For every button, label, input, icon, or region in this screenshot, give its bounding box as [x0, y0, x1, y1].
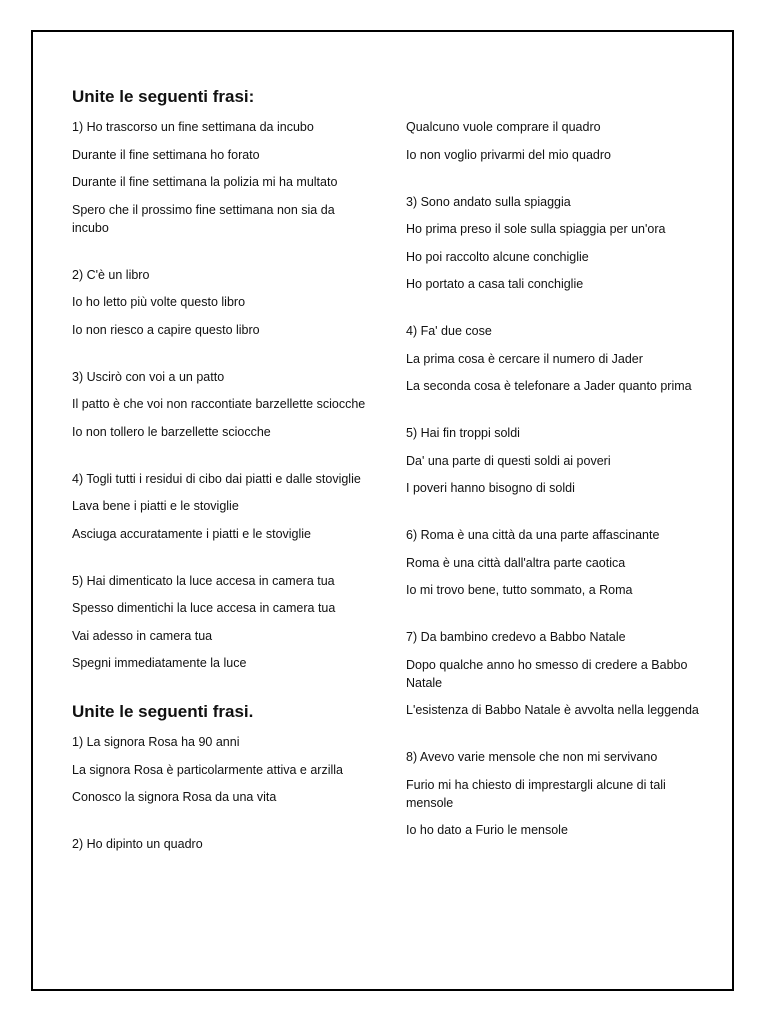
exercise-b2-continued [406, 118, 706, 164]
exercise-line: Io ho dato a Furio le mensole [406, 823, 568, 837]
exercise-line: 7) Da bambino credevo a Babbo Natale [406, 630, 626, 644]
exercise-b1 [72, 733, 372, 806]
exercise-4 [72, 470, 372, 543]
exercise-line: 1) Ho trascorso un fine settimana da incubo [72, 120, 314, 134]
exercise-line: Asciuga accuratamente i piatti e le stoviglie [72, 526, 312, 541]
exercise-b3 [406, 193, 706, 294]
exercise-line: Io ho letto più volte questo libro [72, 295, 246, 309]
exercise-line: Ho portato a casa tali conchiglie [406, 277, 584, 291]
exercise-line: La seconda cosa è telefonare a Jader quanto prima [406, 379, 692, 393]
exercise-line: Lava bene i piatti e le stoviglie [72, 499, 239, 513]
exercise-line: Spegni immediatamente la luce [72, 656, 247, 670]
exercise-line: Spesso dimentichi la luce accesa in camera tua [72, 601, 336, 615]
exercise-line: Dopo qualche anno ho smesso di credere a Babbo Natale [406, 657, 688, 690]
exercise-line: Durante il fine settimana ho forato [72, 147, 260, 162]
exercise-line: Roma è una città dall'altra parte caotica [406, 555, 626, 570]
exercise-line: 4) Fa' due cose [406, 324, 492, 338]
exercise-line: 4) Togli tutti i residui di cibo dai piatti e dalle stoviglie [72, 471, 361, 486]
exercise-line: Io non voglio privarmi del mio quadro [406, 147, 611, 162]
exercise-2 [72, 266, 372, 339]
exercise-line: Spero che il prossimo fine settimana non sia da incubo [72, 202, 335, 235]
left-column [72, 86, 372, 853]
exercise-line: I poveri hanno bisogno di soldi [406, 481, 575, 495]
exercise-line: Io non tollero le barzellette sciocche [72, 424, 271, 439]
exercise-line: L'esistenza di Babbo Natale è avvolta nella leggenda [406, 703, 699, 717]
exercise-1 [72, 118, 372, 237]
exercise-b8 [406, 748, 706, 839]
exercise-line: La signora Rosa è particolarmente attiva e arzilla [72, 762, 343, 777]
exercise-line: 8) Avevo varie mensole che non mi servivano [406, 750, 658, 764]
exercise-line: Conosco la signora Rosa da una vita [72, 790, 277, 804]
exercise-line: Il patto è che voi non raccontiate barzellette sciocche [72, 397, 366, 411]
exercise-line: Vai adesso in camera tua [72, 628, 213, 643]
exercise-line: 2) C'è un libro [72, 267, 150, 282]
exercise-b5 [406, 424, 706, 497]
exercise-line: Ho poi raccolto alcune conchiglie [406, 249, 589, 264]
exercise-line: Io non riesco a capire questo libro [72, 322, 260, 337]
exercise-line: Furio mi ha chiesto di imprestargli alcune di tali mensole [406, 777, 666, 810]
right-column [406, 118, 706, 839]
exercise-b4 [406, 322, 706, 395]
exercise-line: Io mi trovo bene, tutto sommato, a Roma [406, 583, 633, 597]
exercise-3 [72, 368, 372, 441]
exercise-b7 [406, 628, 706, 719]
exercise-line: 6) Roma è una città da una parte affascinante [406, 528, 660, 542]
exercise-line: 3) Sono andato sulla spiaggia [406, 194, 571, 209]
exercise-line: Ho prima preso il sole sulla spiaggia per un'ora [406, 222, 666, 236]
exercise-line: Qualcuno vuole comprare il quadro [406, 120, 601, 134]
heading-unite-frasi-1: Unite le seguenti frasi: [72, 87, 255, 106]
exercise-5 [72, 572, 372, 673]
heading-unite-frasi-2: Unite le seguenti frasi. [72, 702, 254, 721]
exercise-line: Da' una parte di questi soldi ai poveri [406, 453, 611, 468]
exercise-b2 [72, 835, 372, 853]
exercise-line: 5) Hai dimenticato la luce accesa in camera tua [72, 573, 335, 588]
exercise-line: 3) Uscirò con voi a un patto [72, 369, 225, 384]
exercise-b6 [406, 526, 706, 599]
exercise-line: 2) Ho dipinto un quadro [72, 837, 203, 851]
exercise-line: Durante il fine settimana la polizia mi ha multato [72, 175, 338, 189]
exercise-line: 5) Hai fin troppi soldi [406, 426, 520, 440]
exercise-line: 1) La signora Rosa ha 90 anni [72, 735, 240, 749]
exercise-line: La prima cosa è cercare il numero di Jader [406, 351, 643, 366]
